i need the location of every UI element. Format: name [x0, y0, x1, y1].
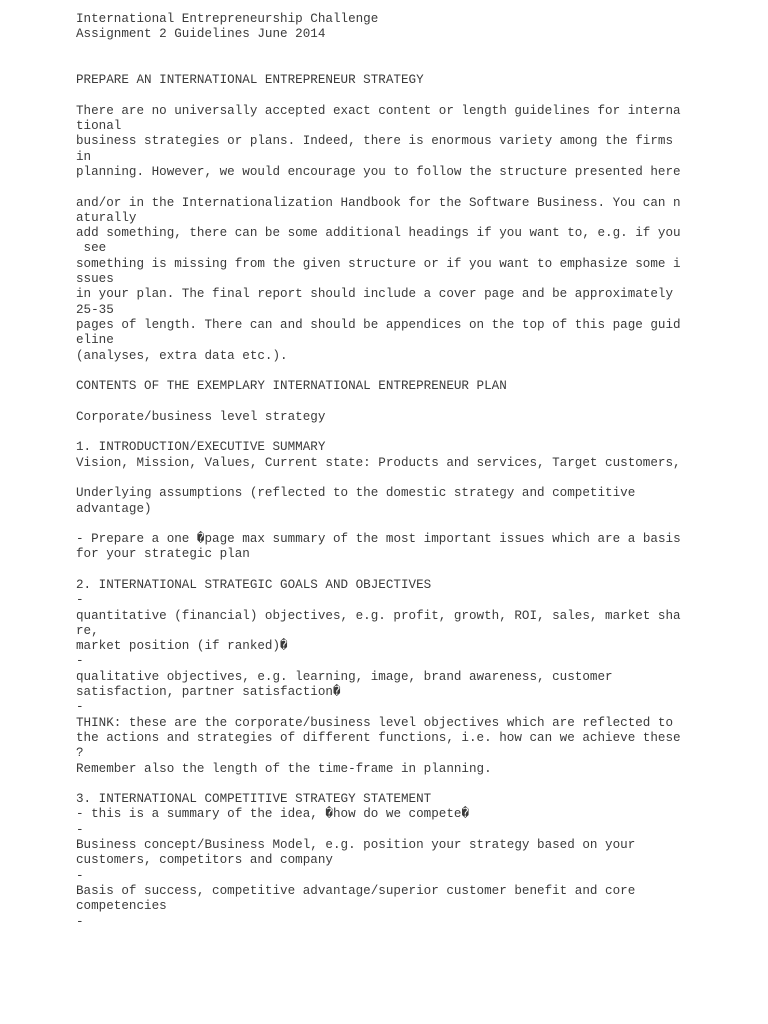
text-line: add something, there can be some additional headings if you want to, e.g. if you	[76, 226, 681, 241]
text-line: something is missing from the given structure or if you want to emphasize some i	[76, 256, 681, 271]
text-line: quantitative (financial) objectives, e.g. profit, growth, ROI, sales, market sha	[76, 608, 681, 623]
text-line: CONTENTS OF THE EXEMPLARY INTERNATIONAL ENTREPRENEUR PLAN	[76, 379, 507, 394]
text-line: planning. However, we would encourage you to follow the structure presented here	[76, 164, 681, 179]
text-line: aturally	[76, 210, 137, 225]
text-line: eline	[76, 333, 114, 348]
text-line: market position (if ranked)�	[76, 639, 288, 654]
text-line: competencies	[76, 899, 167, 914]
text-line: advantage)	[76, 501, 152, 516]
text-line: ssues	[76, 272, 114, 287]
blank-line	[76, 777, 756, 792]
text-line: satisfaction, partner satisfaction�	[76, 685, 341, 700]
blank-line	[76, 517, 756, 532]
text-line: Remember also the length of the time-frame in planning.	[76, 761, 492, 776]
text-line: International Entrepreneurship Challenge	[76, 12, 379, 26]
text-line: Vision, Mission, Values, Current state: Products and services, Target customers,	[76, 455, 681, 470]
text-line: qualitative objectives, e.g. learning, image, brand awareness, customer	[76, 669, 613, 684]
text-line: (analyses, extra data etc.).	[76, 348, 288, 363]
blank-line	[76, 471, 756, 486]
text-line: in your plan. The final report should include a cover page and be approximately	[76, 287, 674, 302]
text-line: tional	[76, 119, 122, 134]
text-line: THINK: these are the corporate/business level objectives which are reflected to	[76, 715, 674, 730]
text-line: PREPARE AN INTERNATIONAL ENTREPRENEUR STRATEGY	[76, 73, 424, 88]
text-line: re,	[76, 623, 99, 638]
blank-line	[76, 58, 756, 73]
text-line: the actions and strategies of different functions, i.e. how can we achieve these	[76, 730, 681, 745]
text-line: -	[76, 593, 84, 608]
text-line: 2. INTERNATIONAL STRATEGIC GOALS AND OBJECTIVES	[76, 577, 432, 592]
text-line: business strategies or plans. Indeed, there is enormous variety among the firms	[76, 134, 674, 149]
text-line: in	[76, 149, 92, 164]
text-line: ?	[76, 746, 84, 761]
text-line: -	[76, 868, 84, 883]
text-line: -	[76, 654, 84, 669]
text-line: - Prepare a one �page max summary of the most important issues which are a basis	[76, 532, 681, 547]
text-line: pages of length. There can and should be appendices on the top of this page guid	[76, 317, 681, 332]
document-page	[76, 12, 756, 930]
blank-line	[76, 364, 756, 379]
text-line: 25-35	[76, 302, 114, 317]
blank-line	[76, 563, 756, 578]
text-line: There are no universally accepted exact content or length guidelines for interna	[76, 103, 681, 118]
text-line: Assignment 2 Guidelines June 2014	[76, 27, 326, 42]
text-line: customers, competitors and company	[76, 853, 333, 868]
blank-line	[76, 180, 756, 195]
text-line: Business concept/Business Model, e.g. position your strategy based on your	[76, 838, 636, 853]
text-line: 1. INTRODUCTION/EXECUTIVE SUMMARY	[76, 440, 326, 455]
text-line: see	[76, 241, 107, 256]
text-line: Corporate/business level strategy	[76, 409, 326, 424]
blank-line	[76, 43, 756, 58]
blank-line	[76, 88, 756, 103]
text-line: -	[76, 700, 84, 715]
text-line: for your strategic plan	[76, 547, 250, 562]
blank-line	[76, 394, 756, 409]
text-line: - this is a summary of the idea, �how do we compete�	[76, 807, 470, 822]
text-line: 3. INTERNATIONAL COMPETITIVE STRATEGY STATEMENT	[76, 792, 432, 807]
text-line: and/or in the Internationalization Handbook for the Software Business. You can n	[76, 195, 681, 210]
blank-line	[76, 425, 756, 440]
text-line: -	[76, 914, 84, 929]
text-line: -	[76, 822, 84, 837]
text-line: Underlying assumptions (reflected to the domestic strategy and competitive	[76, 486, 636, 501]
text-line: Basis of success, competitive advantage/superior customer benefit and core	[76, 883, 636, 898]
